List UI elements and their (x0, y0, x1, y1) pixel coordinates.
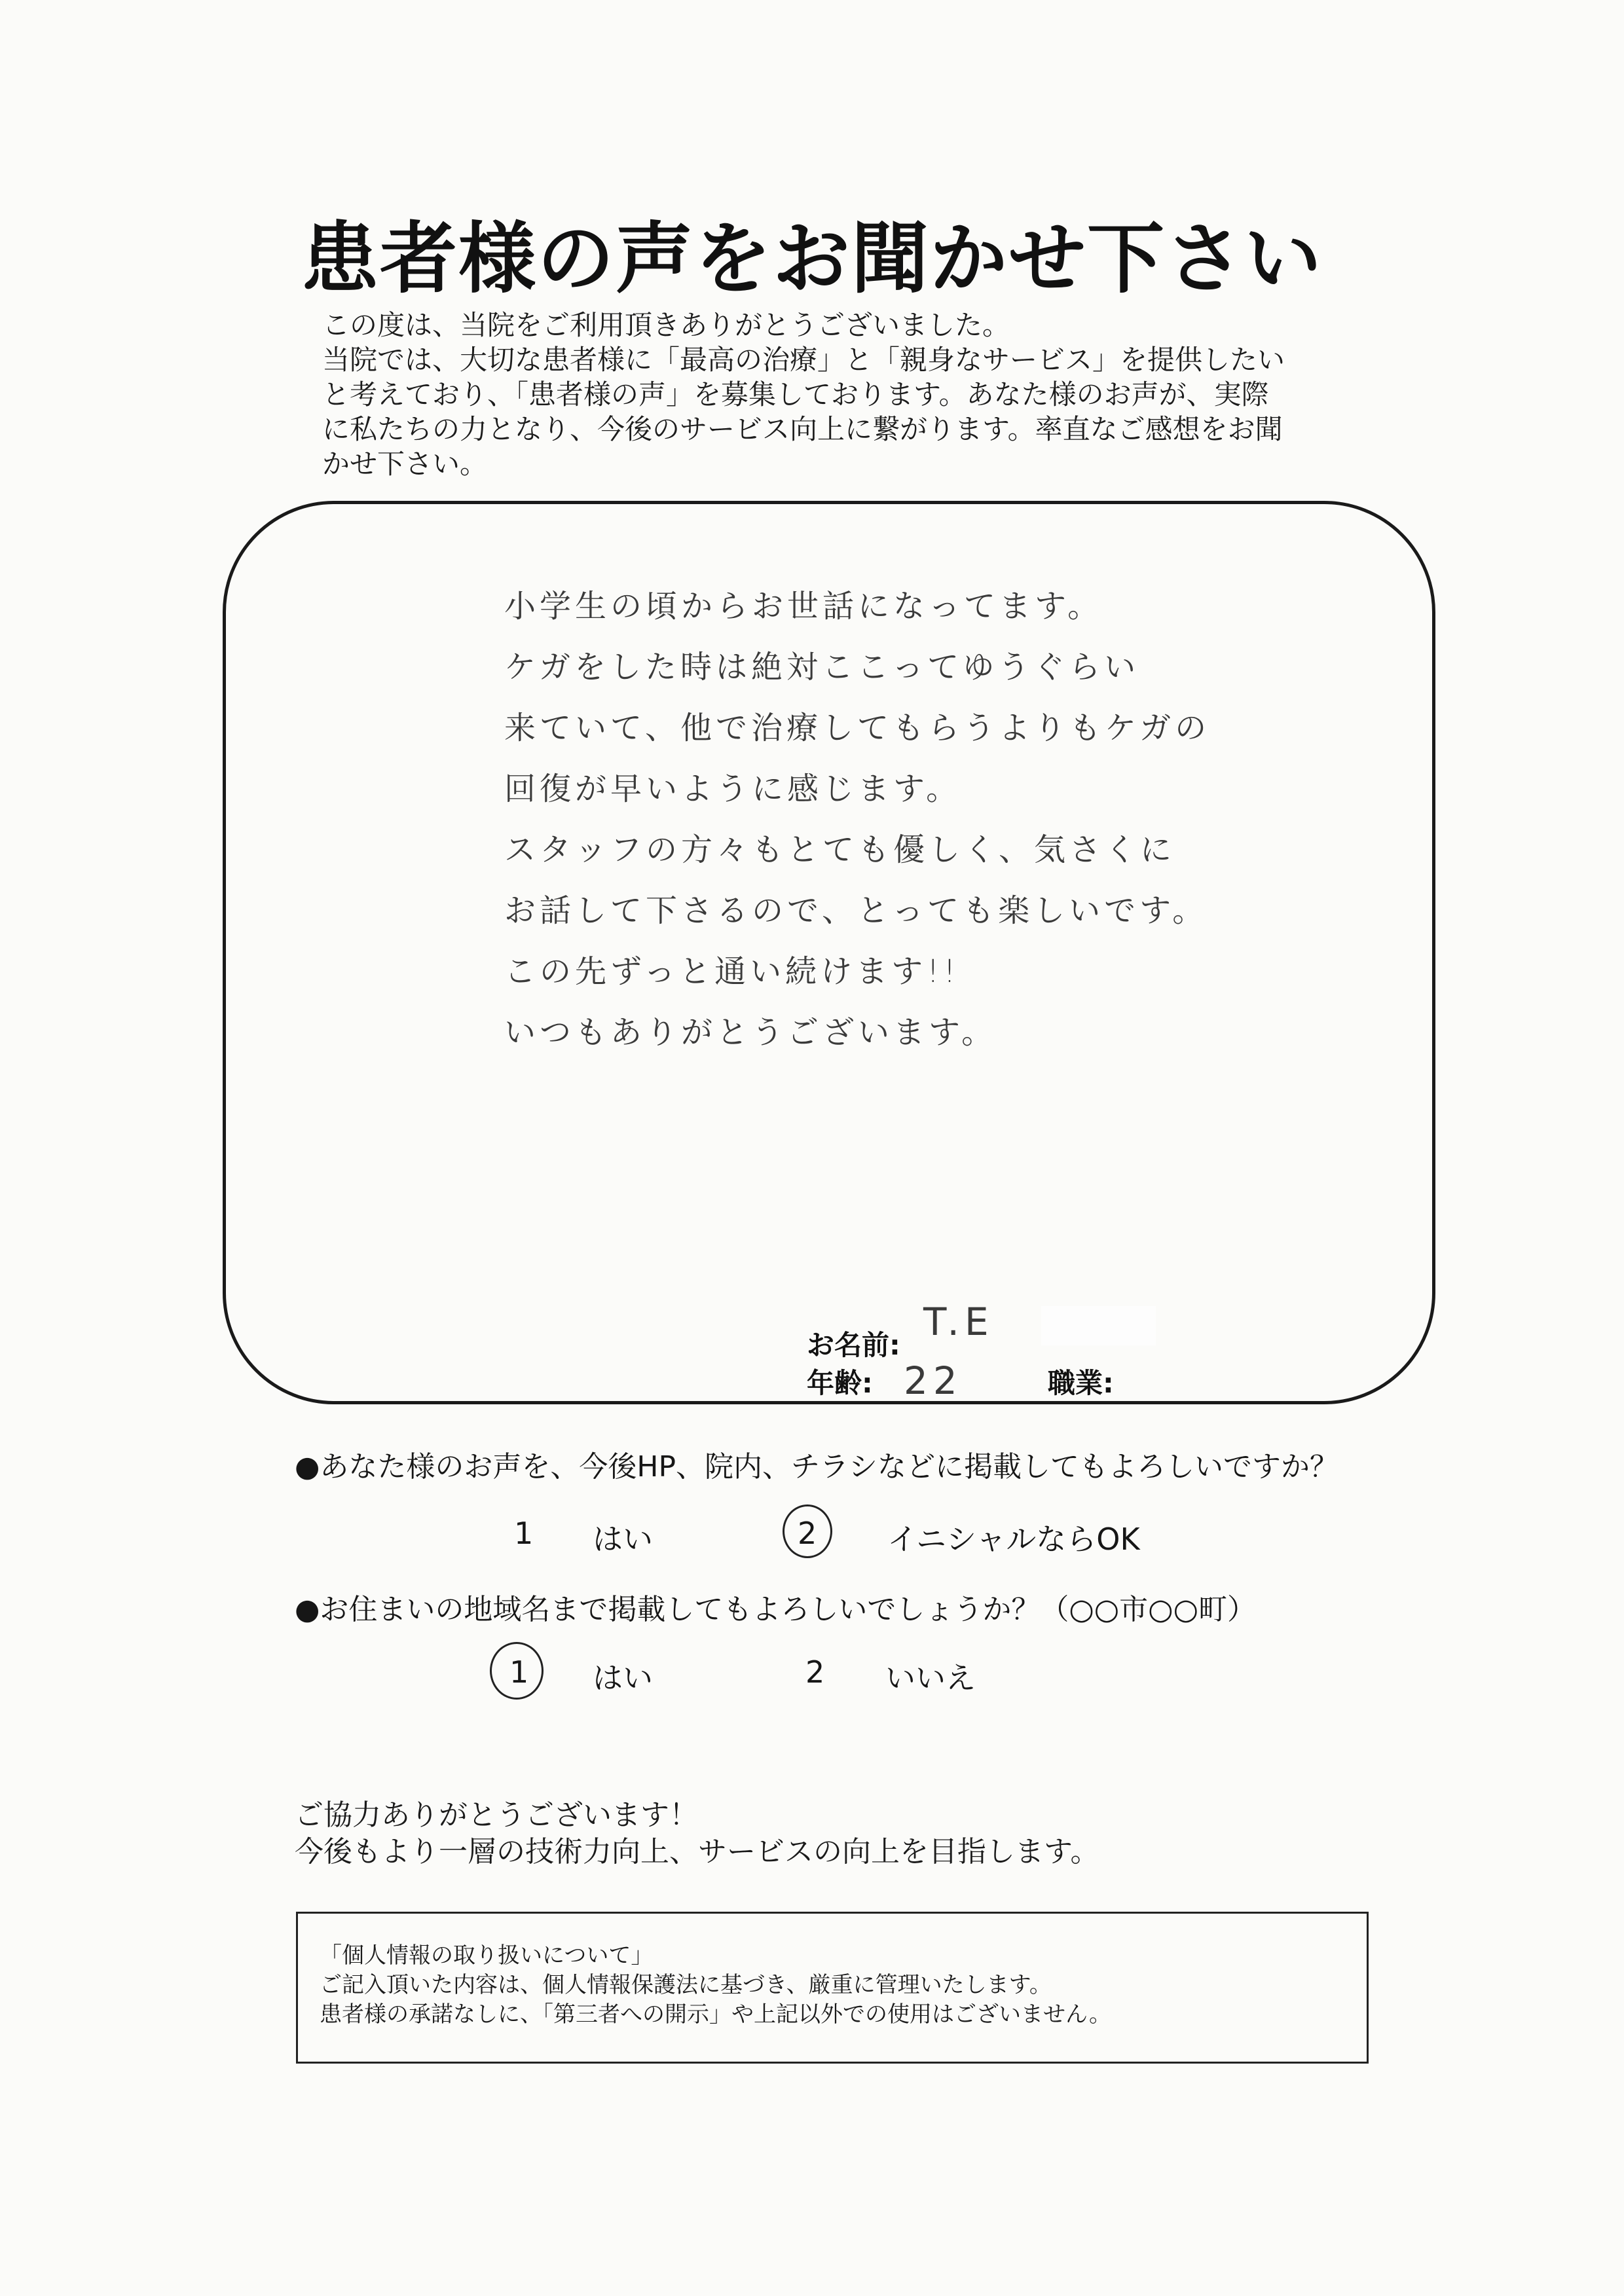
comment-line: スタッフの方々もとても優しく、気さくに (504, 831, 1176, 868)
intro-text (322, 308, 1396, 481)
comment-line: 来ていて、他で治療してもらうよりもケガの (504, 710, 1211, 746)
page-title: 患者様の声をお聞かせ下さい (301, 213, 1323, 304)
closing-line: ご協力ありがとうございます！ (295, 1798, 698, 1832)
intro-line: と考えており、「患者様の声」を募集しております。あなた様のお声が、実際 (322, 378, 1269, 410)
comment-line: ケガをした時は絶対ここってゆうぐらい (504, 649, 1140, 685)
question-area: ●お住まいの地域名まで掲載してもよろしいでしょうか？（○○市○○町） (295, 1593, 1256, 1626)
privacy-line: 患者様の承諾なしに、「第三者への開示」や上記以外での使用はございません。 (320, 2001, 1112, 2028)
q1-option-2-label: イニシャルならOK (887, 1522, 1140, 1557)
comment-line: 小学生の頃からお世話になってます。 (504, 588, 1103, 625)
comment-line: 回復が早いように感じます。 (504, 771, 962, 807)
intro-line: に私たちの力となり、今後のサービス向上に繋がります。率直なご感想をお聞 (322, 413, 1283, 445)
age-value: 22 (904, 1358, 963, 1403)
name-value: T.E (923, 1300, 994, 1344)
question-publish: ●あなた様のお声を、今後HP、院内、チラシなどに掲載してもよろしいですか？ (295, 1450, 1339, 1484)
privacy-line: ご記入頂いた内容は、個人情報保護法に基づき、厳重に管理いたします。 (320, 1972, 1052, 1998)
q1-option-1-label: はい (593, 1522, 653, 1557)
closing-message (295, 1797, 1099, 1870)
age-label: 年齢: (807, 1367, 873, 1399)
comment-line: いつもありがとうございます。 (504, 1014, 997, 1051)
intro-line: この度は、当院をご利用頂きありがとうございました。 (322, 309, 1010, 341)
closing-line: 今後もより一層の技術力向上、サービスの向上を目指します。 (295, 1835, 1099, 1868)
comment-line: この先ずっと通い続けます!! (504, 953, 960, 990)
intro-line: 当院では、大切な患者様に「最高の治療」と「親身なサービス」を提供したい (322, 344, 1285, 376)
name-redaction (1041, 1306, 1156, 1345)
handwritten-comment (504, 576, 1388, 1063)
q2-option-1-number: 1 (509, 1654, 529, 1690)
name-label: お名前: (807, 1329, 900, 1361)
q2-option-2-label: いいえ (885, 1660, 976, 1696)
q1-option-1-number: 1 (514, 1516, 534, 1551)
intro-line: かせ下さい。 (322, 448, 488, 480)
q1-option-2-number: 2 (798, 1516, 817, 1551)
comment-line: お話して下さるので、とっても楽しいです。 (504, 892, 1208, 929)
q2-option-2-number: 2 (805, 1654, 825, 1690)
privacy-line: 「個人情報の取り扱いについて」 (320, 1942, 654, 1969)
job-label: 職業: (1048, 1367, 1114, 1399)
q2-option-1-label: はい (593, 1660, 653, 1696)
privacy-notice (320, 1941, 1111, 2030)
